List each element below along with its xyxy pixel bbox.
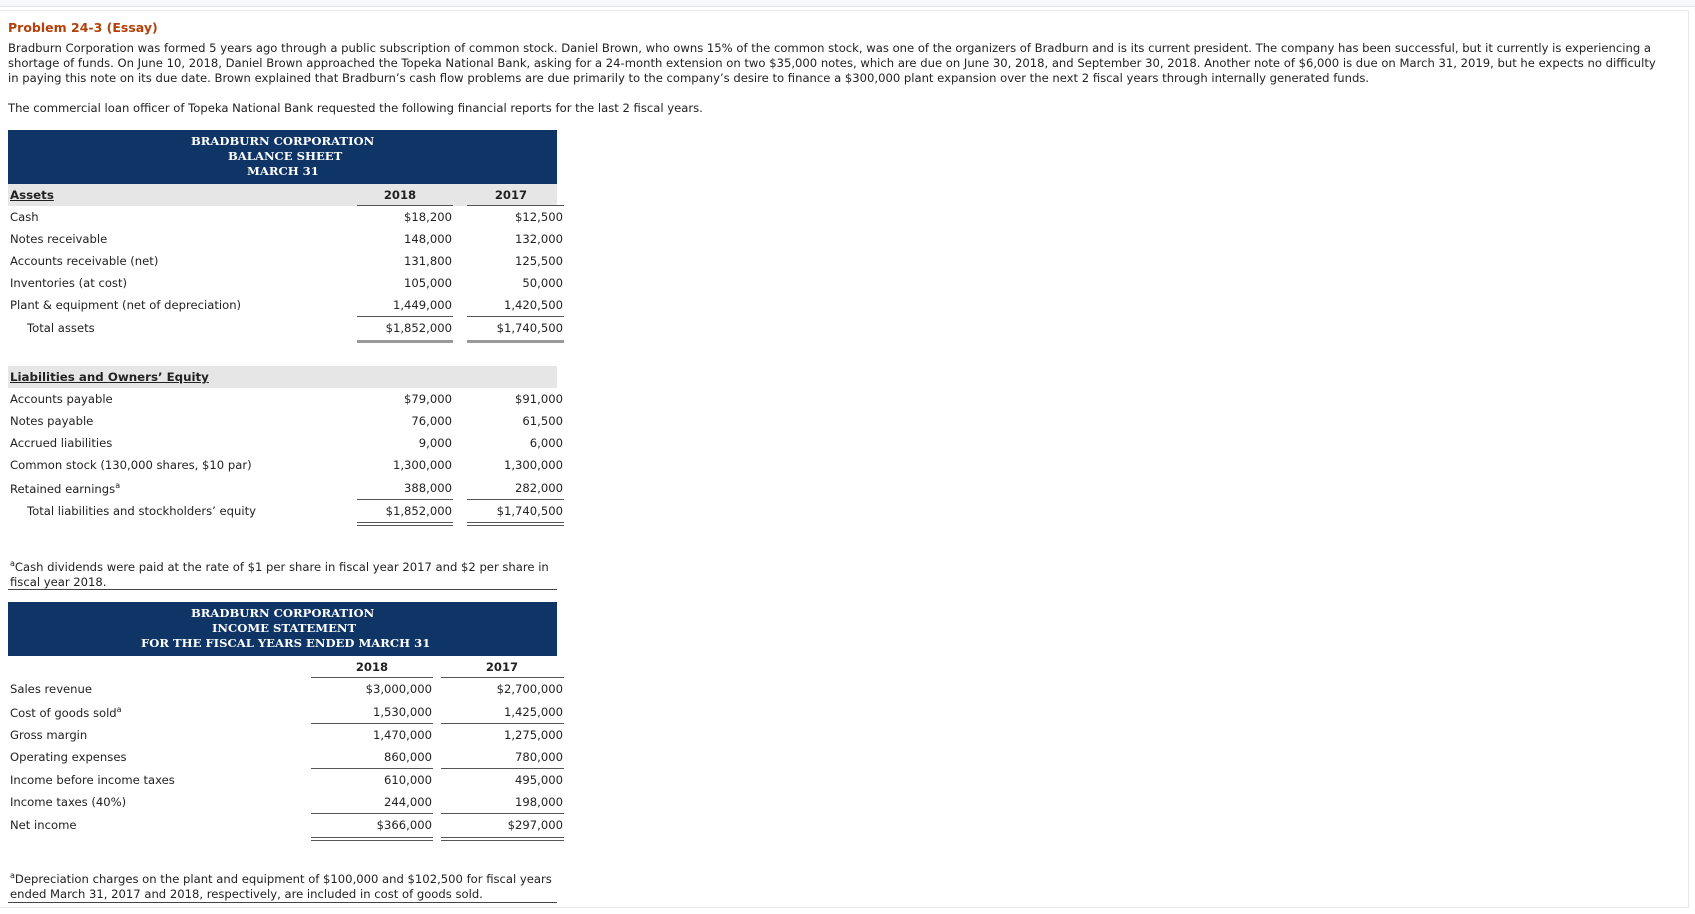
value-2018: 244,000 [384, 795, 432, 809]
is-footnote-text [10, 868, 558, 902]
row-label: Accounts receivable (net) [10, 254, 159, 268]
value-2018: 9,000 [418, 436, 452, 450]
is-title-line-2: INCOME STATEMENT [212, 621, 357, 635]
row-label: Plant & equipment (net of depreciation) [10, 298, 242, 312]
bs-total-liab-row [8, 500, 563, 522]
bs-asset-row [8, 272, 563, 294]
bs-total-assets-double-2017 [467, 340, 564, 343]
row-label: Sales revenue [10, 682, 93, 696]
is-title-line-1: BRADBURN CORPORATION [191, 606, 375, 620]
is-row [8, 678, 563, 700]
row-label: Inventories (at cost) [10, 276, 128, 290]
value-2018: 76,000 [411, 414, 452, 428]
value-2017: $297,000 [507, 818, 563, 832]
is-net-income-double-2018 [311, 837, 433, 841]
row-label: Operating expenses [10, 750, 127, 764]
bs-title-line-1: BRADBURN CORPORATION [191, 134, 375, 148]
bs-total-assets-double-2018 [357, 340, 453, 343]
is-year-2018: 2018 [355, 660, 389, 674]
value-2017: $1,740,500 [496, 504, 563, 518]
problem-title: Problem 24-3 (Essay) [8, 20, 158, 35]
value-2018: 860,000 [384, 750, 432, 764]
value-2018: $1,852,000 [385, 504, 452, 518]
bs-liab-row [8, 410, 563, 432]
value-2018: 1,449,000 [392, 298, 452, 312]
value-2017: 1,425,000 [503, 705, 563, 719]
row-label: Gross margin [10, 728, 88, 742]
row-label: Common stock (130,000 shares, $10 par) [10, 458, 252, 472]
value-2018: 388,000 [404, 481, 452, 495]
bs-asset-row [8, 206, 563, 228]
value-2017: $1,740,500 [496, 321, 563, 335]
is-row [8, 791, 563, 813]
footnote-marker: a [115, 481, 121, 490]
bs-footnote-text [10, 556, 550, 590]
value-2017: 1,300,000 [503, 458, 563, 472]
value-2017: 125,500 [515, 254, 563, 268]
bs-asset-row [8, 294, 563, 316]
row-label: Cash [10, 210, 39, 224]
row-label: Total assets [27, 321, 95, 335]
bs-liab-row [8, 477, 563, 499]
value-2018: 1,300,000 [392, 458, 452, 472]
intro-paragraph: Bradburn Corporation was formed 5 years ago through a public subscription of common stock. Daniel Brown, who owns 15% of the common stock, was one of the organizers of Bradburn and is its current president. The company has been successful, but it currently is experiencing a shortage of funds. On June 10, 2018, Daniel Brown approached the Topeka National Bank, asking for a 24-month extension on two $35,000 notes, which are due on June 30, 2018, and September 30, 2018. Another note of $6,000 is due on March 31, 2019, but he expects no difficulty in paying this note on its due date. Brown explained that Bradburn’s cash flow problems are due primarily to the company’s desire to finance a $300,000 plant expansion over the next 2 fiscal years through internally generated funds. [8, 41, 1656, 85]
value-2018: $18,200 [404, 210, 452, 224]
bs-title-line-2: BALANCE SHEET [228, 149, 343, 163]
bs-liab-row [8, 432, 563, 454]
value-2018: $3,000,000 [365, 682, 432, 696]
value-2017: 1,275,000 [503, 728, 563, 742]
row-label [10, 705, 122, 720]
bs-asset-row [8, 228, 563, 250]
top-bar [0, 0, 1695, 7]
value-2018: 610,000 [384, 773, 432, 787]
bs-total-liab-double-2017 [467, 522, 564, 526]
is-row [8, 724, 563, 746]
row-label: Notes payable [10, 414, 94, 428]
row-label: Accounts payable [10, 392, 113, 406]
value-2017: 132,000 [515, 232, 563, 246]
bs-footnote-rule [8, 589, 557, 590]
request-paragraph: The commercial loan officer of Topeka National Bank requested the following financial reports for the last 2 fiscal years. [8, 101, 703, 115]
value-2018: 148,000 [404, 232, 452, 246]
row-label: Net income [10, 818, 77, 832]
is-row [8, 769, 563, 791]
value-2018: $366,000 [376, 818, 432, 832]
bs-year-2018: 2018 [383, 188, 417, 202]
value-2017: 780,000 [515, 750, 563, 764]
bs-footnote-body: Cash dividends were paid at the rate of $1 per share in fiscal year 2017 and $2 per share in fiscal year 2018. [10, 559, 549, 589]
value-2018: $1,852,000 [385, 321, 452, 335]
is-footnote-body: Depreciation charges on the plant and equipment of $100,000 and $102,500 for fiscal years ended March 31, 2017 and 2018, respectively, are included in cost of goods sold. [10, 871, 552, 901]
balance-sheet [8, 130, 563, 550]
balance-sheet-header [8, 130, 557, 184]
value-2018: $79,000 [404, 392, 452, 406]
cogs-label: Cost of goods sold [10, 705, 117, 720]
value-2017: 1,420,500 [503, 298, 563, 312]
income-statement-footnote [8, 868, 557, 904]
retained-earnings-label: Retained earnings [10, 481, 116, 496]
balance-sheet-footnote [8, 556, 557, 590]
value-2017: 6,000 [529, 436, 563, 450]
row-label: Notes receivable [10, 232, 108, 246]
value-2017: 495,000 [515, 773, 563, 787]
value-2018: 105,000 [404, 276, 452, 290]
value-2017: 50,000 [522, 276, 563, 290]
is-footnote-rule [8, 902, 557, 903]
value-2017: 282,000 [515, 481, 563, 495]
bs-total-assets-row [8, 317, 563, 339]
assets-heading: Assets [10, 188, 54, 202]
row-label: Total liabilities and stockholders’ equity [27, 504, 257, 518]
row-label [10, 481, 120, 496]
bs-liab-row [8, 454, 563, 476]
is-year-2017: 2017 [485, 660, 519, 674]
value-2017: $12,500 [515, 210, 563, 224]
value-2018: 131,800 [404, 254, 452, 268]
is-title-line-3: FOR THE FISCAL YEARS ENDED MARCH 31 [141, 636, 431, 650]
is-row [8, 701, 563, 723]
is-net-income-double-2017 [441, 837, 564, 841]
bs-liab-row [8, 388, 563, 410]
value-2017: $91,000 [515, 392, 563, 406]
value-2017: 61,500 [522, 414, 563, 428]
liab-heading: Liabilities and Owners’ Equity [10, 370, 209, 384]
row-label: Accrued liabilities [10, 436, 113, 450]
row-label: Income taxes (40%) [10, 795, 127, 809]
value-2018: 1,530,000 [372, 705, 432, 719]
bs-total-liab-double-2018 [357, 522, 453, 526]
value-2017: $2,700,000 [496, 682, 563, 696]
income-statement-header [8, 602, 557, 656]
footnote-marker: a [10, 559, 15, 568]
row-label: Income before income taxes [10, 773, 175, 787]
bs-title-line-3: MARCH 31 [247, 164, 319, 178]
value-2018: 1,470,000 [372, 728, 432, 742]
bs-asset-row [8, 250, 563, 272]
is-net-income-row [8, 814, 563, 836]
footnote-marker: a [10, 871, 15, 880]
bs-year-2017: 2017 [494, 188, 528, 202]
is-row [8, 746, 563, 768]
income-statement [8, 602, 563, 842]
value-2017: 198,000 [515, 795, 563, 809]
footnote-marker: a [116, 705, 122, 714]
